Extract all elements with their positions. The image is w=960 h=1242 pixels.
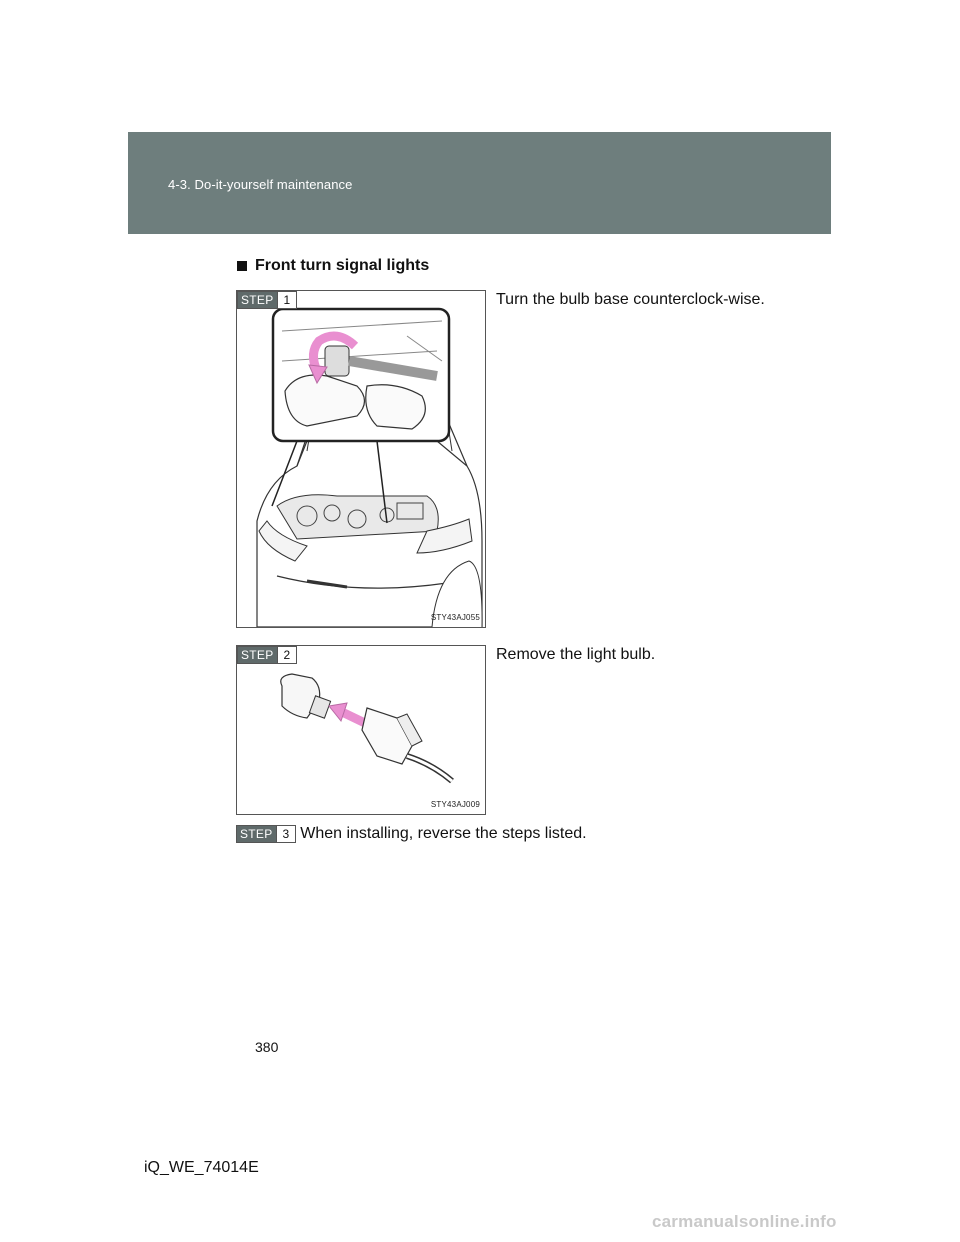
- section-heading-text: Front turn signal lights: [255, 257, 430, 274]
- step-2-badge: STEP 2: [237, 646, 297, 664]
- figure-step-1: [236, 290, 486, 628]
- figure-code: STY43AJ055: [430, 613, 480, 622]
- header-bar: [128, 132, 831, 234]
- chapter-title: 4-3. Do-it-yourself maintenance: [168, 177, 353, 192]
- bulb-removal-illustration: [237, 646, 485, 814]
- figure-code: STY43AJ009: [430, 800, 480, 809]
- step-2-text: Remove the light bulb.: [496, 646, 656, 663]
- step-1-text: Turn the bulb base counterclock-wise.: [496, 291, 765, 308]
- step-3-text: When installing, reverse the steps listed.: [300, 825, 587, 842]
- car-hood-open-illustration: [237, 291, 485, 627]
- square-bullet-icon: [237, 261, 247, 271]
- page-number: 380: [255, 1039, 279, 1055]
- watermark: carmanualsonline.info: [652, 1212, 837, 1231]
- step-1-badge: STEP 1: [237, 291, 297, 309]
- step-3-badge: STEP 3: [236, 825, 296, 843]
- figure-step-2: [236, 645, 486, 815]
- section-heading: [237, 257, 429, 275]
- step-3-row: [236, 825, 587, 843]
- document-code: iQ_WE_74014E: [144, 1159, 259, 1176]
